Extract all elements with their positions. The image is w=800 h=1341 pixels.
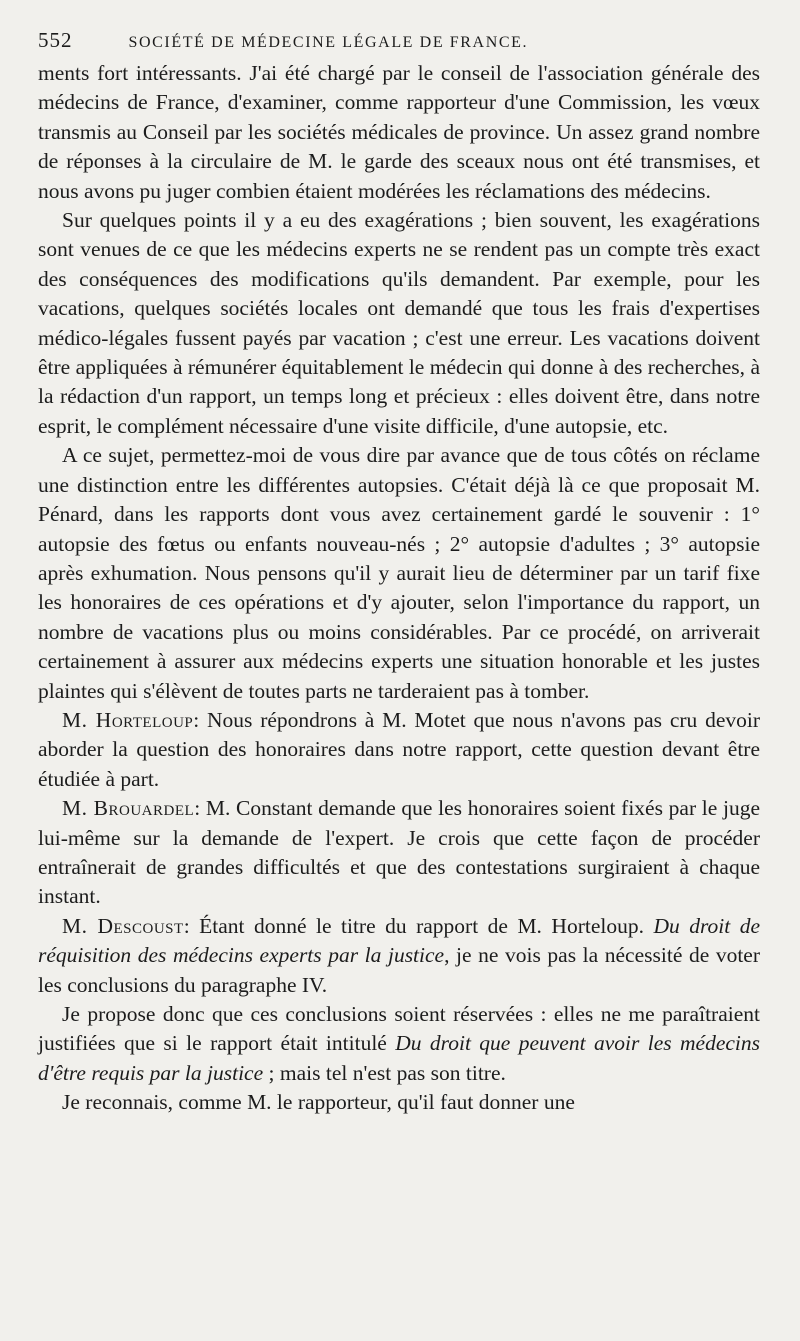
body-text bbox=[38, 59, 760, 1118]
running-head bbox=[38, 28, 760, 53]
italic-title: Du droit que peuvent avoir les médecins d'être requis par la justice bbox=[38, 1031, 760, 1085]
paragraph-text: Je reconnais, comme M. le rapporteur, qu'il faut donner une bbox=[62, 1090, 575, 1115]
paragraph bbox=[38, 59, 760, 206]
paragraph bbox=[38, 1000, 760, 1088]
speaker-name: M. Descoust bbox=[62, 913, 184, 938]
running-head-title: SOCIÉTÉ DE MÉDECINE LÉGALE DE FRANCE. bbox=[128, 34, 529, 51]
paragraph-text: : Étant donné le titre du rapport de M. Horteloup. bbox=[183, 913, 644, 938]
speaker-name: M. Horteloup bbox=[62, 707, 194, 732]
paragraph-text: A ce sujet, permettez-moi de vous dire par avance que de tous côtés on réclame une distinction entre les différentes autopsies. C'était déjà là ce que proposait M. Pénard, dans les rapports dont vous avez certainement gardé le souvenir : 1° autopsie des fœtus ou enfants nouveau-nés ; 2° autopsie d'adultes ; 3° autopsie après exhumation. Nous pensons qu'il y aurait lieu de déterminer par un tarif fixe les honoraires de ces opérations et d'y ajouter, selon l'importance du rapport, un nombre de vacations plus ou moins considérables. Par ce procédé, on arriverait certainement à assurer aux médecins experts une situation honorable et les justes plaintes qui s'élèvent de toutes parts ne tarderaient pas à tomber. bbox=[38, 443, 760, 703]
speaker-name: M. Brouardel bbox=[62, 796, 195, 821]
paragraph-text: : Nous répondrons à M. Motet que nous n'avons pas cru devoir aborder la question des honoraires dans notre rapport, cette question devant être étudiée à part. bbox=[38, 707, 760, 791]
paragraph bbox=[38, 1088, 760, 1117]
paragraph bbox=[38, 441, 760, 706]
paragraph-text: , je ne vois pas la nécessité de voter les conclusions du paragraphe IV. bbox=[38, 943, 760, 997]
paragraph bbox=[38, 912, 760, 1000]
page-number: 552 bbox=[38, 28, 73, 52]
paragraph-text: ; mais tel n'est pas son titre. bbox=[263, 1060, 506, 1085]
paragraph-text: Je propose donc que ces conclusions soient réservées : elles ne me paraîtraient justifiées que si le rapport était intitulé bbox=[38, 1002, 760, 1056]
paragraph-text: Sur quelques points il y a eu des exagérations ; bien souvent, les exagérations sont venues de ce que les médecins experts ne se rendent pas un compte très exact des conséquences des modifications qu'ils demandent. Par exemple, pour les vacations, quelques sociétés locales ont demandé que tous les frais d'expertises médico-légales fussent payés par vacation ; c'est une erreur. Les vacations doivent être appliquées à rémunérer équitablement le médecin qui donne à des recherches, à la rédaction d'un rapport, un temps long et précieux : elles doivent être, dans notre esprit, le complément nécessaire d'une visite difficile, d'une autopsie, etc. bbox=[38, 208, 760, 438]
paragraph-text: ments fort intéressants. J'ai été chargé par le conseil de l'association générale des médecins de France, d'examiner, comme rapporteur d'une Commission, les vœux transmis au Conseil par les sociétés médicales de province. Un assez grand nombre de réponses à la circulaire de M. le garde des sceaux nous ont été transmises, et nous avons pu juger combien étaient modérées les réclamations des médecins. bbox=[38, 61, 760, 203]
paragraph bbox=[38, 206, 760, 441]
italic-title: Du droit de réquisition des médecins experts par la justice bbox=[38, 913, 760, 968]
paragraph bbox=[38, 706, 760, 794]
paragraph-text: : M. Constant demande que les honoraires soient fixés par le juge lui-même sur la demande de l'expert. Je crois que cette façon de procéder entraînerait de grandes difficultés et que des contestations surgiraient à chaque instant. bbox=[38, 796, 760, 909]
paragraph bbox=[38, 794, 760, 912]
